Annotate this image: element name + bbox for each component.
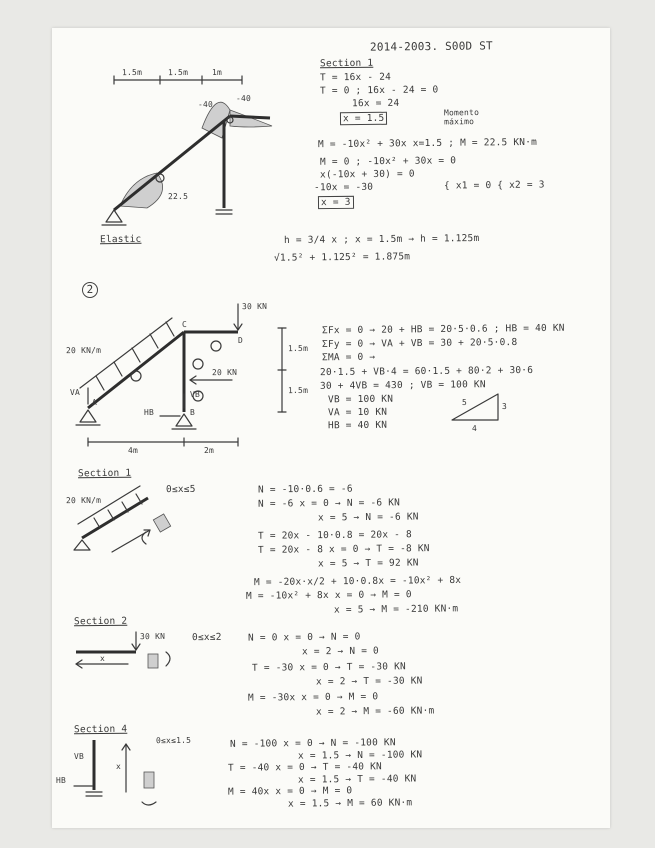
- eq-line: T = -30 x = 0 → T = -30 KN: [251, 661, 406, 674]
- reaction-label-va: VA: [69, 387, 81, 398]
- eq-line: T = 16x - 24: [319, 71, 392, 84]
- notebook-page: [52, 28, 610, 828]
- eq-line: M = -10x² + 30x x=1.5 ; M = 22.5 KN·m: [317, 136, 538, 151]
- reaction-result: VB = 100 KN: [327, 393, 394, 406]
- section-c-range: 0≤x≤1.5: [155, 735, 192, 746]
- eq-line: x = 2 → T = -30 KN: [315, 675, 423, 688]
- reaction-label-vb: VB: [189, 389, 201, 400]
- eq-line: M = -30x x = 0 → M = 0: [247, 691, 379, 704]
- eq-line: ΣFx = 0 → 20 + HB = 20·5·0.6 ; HB = 40 KN: [321, 322, 565, 337]
- eq-line: ΣFy = 0 → VA + VB = 30 + 20·5·0.8: [321, 336, 518, 351]
- dim-label: 1.5m: [287, 385, 309, 396]
- load-label: 30 KN: [241, 301, 268, 312]
- eq-line: h = 3/4 x ; x = 1.5m → h = 1.125m: [283, 232, 480, 247]
- section-c-vb: VB: [73, 751, 85, 762]
- section-b-heading: Section 2: [73, 615, 128, 628]
- page-header: 2014-2003. S00D ST: [369, 39, 493, 54]
- eq-result-box: x = 3: [318, 196, 354, 209]
- eq-line: M = 0 ; -10x² + 30x = 0: [319, 155, 457, 168]
- point-label-c: C: [181, 319, 188, 330]
- section-a-load: 20 KN/m: [65, 495, 102, 506]
- eq-roots: { x1 = 0 { x2 = 3: [443, 179, 545, 192]
- section-a-range: 0≤x≤5: [165, 483, 196, 496]
- eq-line: T = 20x - 10·0.8 = 20x - 8: [257, 529, 412, 542]
- eq-line: N = -100 x = 0 → N = -100 KN: [229, 737, 396, 750]
- eq-line: x = 2 → N = 0: [301, 645, 380, 658]
- eq-line: 16x = 24: [351, 97, 400, 110]
- dim-label: 1.5m: [287, 343, 309, 354]
- eq-line: 30 + 4VB = 430 ; VB = 100 KN: [319, 379, 486, 392]
- moment-label-max: 22.5: [167, 191, 189, 202]
- load-label: 20 KN: [211, 367, 238, 378]
- eq-line: M = -10x² + 8x x = 0 → M = 0: [245, 589, 412, 602]
- section-a-heading: Section 1: [77, 467, 132, 480]
- structure-label: Elastic: [99, 233, 142, 246]
- eq-line: x = 1.5 → M = 60 KN·m: [287, 797, 413, 810]
- section-b-x: x: [99, 653, 106, 664]
- eq-line: ΣMA = 0 →: [321, 351, 376, 364]
- eq-line: x = 2 → M = -60 KN·m: [315, 705, 435, 718]
- eq-line: x = 1.5 → N = -100 KN: [297, 749, 423, 762]
- point-label-d: D: [237, 335, 244, 346]
- section1-heading: Section 1: [319, 57, 374, 70]
- dim-label-2: 1.5m: [167, 67, 189, 78]
- section-c-heading: Section 4: [73, 723, 128, 736]
- section-b-range: 0≤x≤2: [191, 631, 222, 644]
- section-b-load: 30 KN: [139, 631, 166, 642]
- eq-line: T = 0 ; 16x - 24 = 0: [319, 84, 439, 97]
- load-label: 20 KN/m: [65, 345, 102, 356]
- eq-line: x(-10x + 30) = 0: [319, 168, 415, 181]
- aside-note: Momento máximo: [443, 107, 480, 127]
- reaction-result: VA = 10 KN: [327, 406, 388, 419]
- eq-line: N = -6 x = 0 → N = -6 KN: [257, 497, 401, 510]
- reaction-result: HB = 40 KN: [327, 419, 388, 432]
- eq-line: x = 5 → T = 92 KN: [317, 557, 419, 570]
- eq-result-box: x = 1.5: [340, 112, 388, 125]
- eq-line: x = 1.5 → T = -40 KN: [297, 773, 417, 786]
- eq-line: N = -10·0.6 = -6: [257, 483, 353, 496]
- dim-label-3: 1m: [211, 67, 223, 78]
- eq-line: T = 20x - 8 x = 0 → T = -8 KN: [257, 543, 430, 556]
- point-label-b: B: [189, 407, 196, 418]
- eq-line: M = 40x x = 0 → M = 0: [227, 785, 353, 798]
- moment-label-right: -40: [235, 93, 252, 104]
- eq-line: 20·1.5 + VB·4 = 60·1.5 + 80·2 + 30·6: [319, 364, 534, 379]
- dim-label-1: 1.5m: [121, 67, 143, 78]
- point-label-a: A: [91, 397, 98, 408]
- eq-line: √1.5² + 1.125² = 1.875m: [273, 251, 411, 264]
- problem-number: 2: [82, 282, 98, 298]
- eq-line: x = 5 → M = -210 KN·m: [333, 603, 459, 616]
- dim-label: 2m: [203, 445, 215, 456]
- triangle-label: 4: [471, 423, 478, 434]
- section-c-x: x: [115, 761, 122, 772]
- eq-line: M = -20x·x/2 + 10·0.8x = -10x² + 8x: [253, 574, 462, 589]
- triangle-label: 5: [461, 397, 468, 408]
- eq-line: -10x = -30: [313, 181, 374, 194]
- triangle-label: 3: [501, 401, 508, 412]
- section-c-diagram: [52, 28, 252, 828]
- eq-line: T = -40 x = 0 → T = -40 KN: [227, 761, 382, 774]
- reaction-label-hb: HB: [143, 407, 155, 418]
- section-c-hb: HB: [55, 775, 67, 786]
- eq-line: N = 0 x = 0 → N = 0: [247, 631, 361, 644]
- moment-label-left: -40: [197, 99, 214, 110]
- eq-line: x = 5 → N = -6 KN: [317, 511, 419, 524]
- dim-label: 4m: [127, 445, 139, 456]
